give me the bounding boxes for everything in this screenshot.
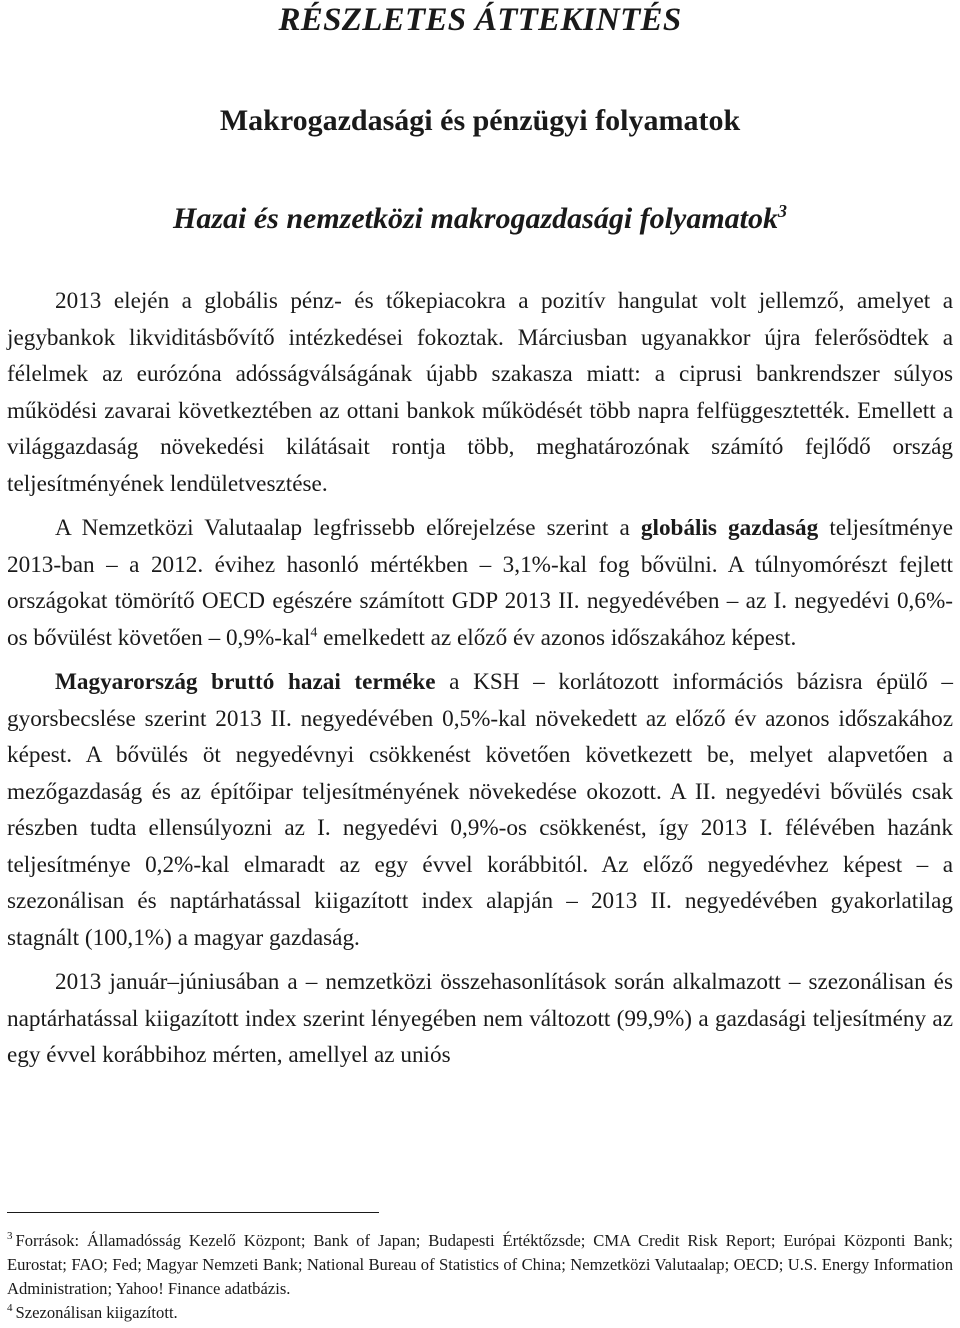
footnote-ref-4: 4 <box>310 624 318 640</box>
footnotes <box>7 1229 953 1325</box>
paragraph-2-part-a: A Nemzetközi Valutaalap legfrissebb előrejelzése szerint a <box>55 515 641 541</box>
paragraph-2-part-b: teljesítménye 2013-ban – a 2012. évihez hasonló mértékben – 3,1%-kal fog bővülni. A túlnyomórészt fejlett országokat tömörítő OECD egészére számított GDP 2013 II. negyedévében – az I. negyedévi 0,6%-os bővülést követően – 0,9%-kal <box>7 515 953 651</box>
footnote-3 <box>7 1229 953 1301</box>
footnote-4 <box>7 1301 953 1325</box>
paragraph-4: 2013 január–júniusában a – nemzetközi összehasonlítások során alkalmazott – szezonálisan és naptárhatással kiigazított index szerint lényegében nem változott (99,9%) a gazdasági teljesítmény az egy évvel korábbihoz mérten, amellyel az uniós <box>7 969 953 1068</box>
footnote-separator <box>7 1212 379 1213</box>
section-heading: Makrogazdasági és pénzügyi folyamatok <box>219 104 741 137</box>
footnote-number: 3 <box>7 1230 13 1243</box>
footnote-ref-3: 3 <box>778 201 787 221</box>
paragraph-1: 2013 elején a globális pénz- és tőkepiacokra a pozitív hangulat volt jellemző, amelyet a jegybankok likviditásbővítő intézkedései fokoztak. Márciusban ugyanakkor újra felerősödtek a félelmek az eurózóna adósságválságának újabb szakasza miatt: a ciprusi bankrendszer súlyos működési zavarai következtében az ottani bankok működését több napra felfüggesztették. Emellett a világgazdaság növekedési kilátásait rontja több, meghatározónak számító fejlődő ország teljesítményének lendületvesztése. <box>7 288 953 497</box>
paragraph-3 <box>7 664 953 956</box>
subsection-heading-text: Hazai és nemzetközi makrogazdasági folyamatok <box>172 202 778 235</box>
paragraph-2-bold: globális gazdaság <box>640 515 819 541</box>
paragraph-2 <box>7 510 953 656</box>
subsection-heading <box>0 202 960 236</box>
paragraph-2-part-c: emelkedett az előző év azonos időszakához képest. <box>317 624 797 651</box>
footnote-text: Szezonálisan kiigazított. <box>15 1303 178 1322</box>
paragraph-3-text: a KSH – korlátozott információs bázisra épülő – gyorsbecslése szerint 2013 II. negyedévében 0,5%-kal növekedett az előző év azonos időszakához képest. A bővülés öt negyedévnyi csökkenést követően következett be, melyet alapvetően a mezőgazdaság és az építőipar teljesítményének növekedése okozott. A II. negyedévi bővülés csak részben tudta ellensúlyozni az I. negyedévi 0,9%-os csökkenést, így 2013 I. félévében hazánk teljesítménye 0,2%-kal elmaradt az egy évvel korábbitól. Az előző negyedévhez képest – a szezonálisan és naptárhatással kiigazított index alapján – 2013 II. negyedévében gyakorlatilag stagnált (100,1%) a magyar gazdaság. <box>7 669 953 951</box>
footnote-number: 4 <box>7 1302 13 1315</box>
footnote-text: Források: Államadósság Kezelő Központ; Bank of Japan; Budapesti Értéktőzsde; CMA Credit Risk Report; Európai Központi Bank; Eurostat; FAO; Fed; Magyar Nemzeti Bank; National Bureau of Statistics of China; Nemzetközi Valutaalap; OECD; U.S. Energy Information Administration; Yahoo! Finance adatbázis. <box>7 1231 953 1298</box>
page-title: RÉSZLETES ÁTTEKINTÉS <box>278 2 682 38</box>
paragraph-3-bold: Magyarország bruttó hazai terméke <box>55 669 436 695</box>
body-text <box>7 283 953 1082</box>
